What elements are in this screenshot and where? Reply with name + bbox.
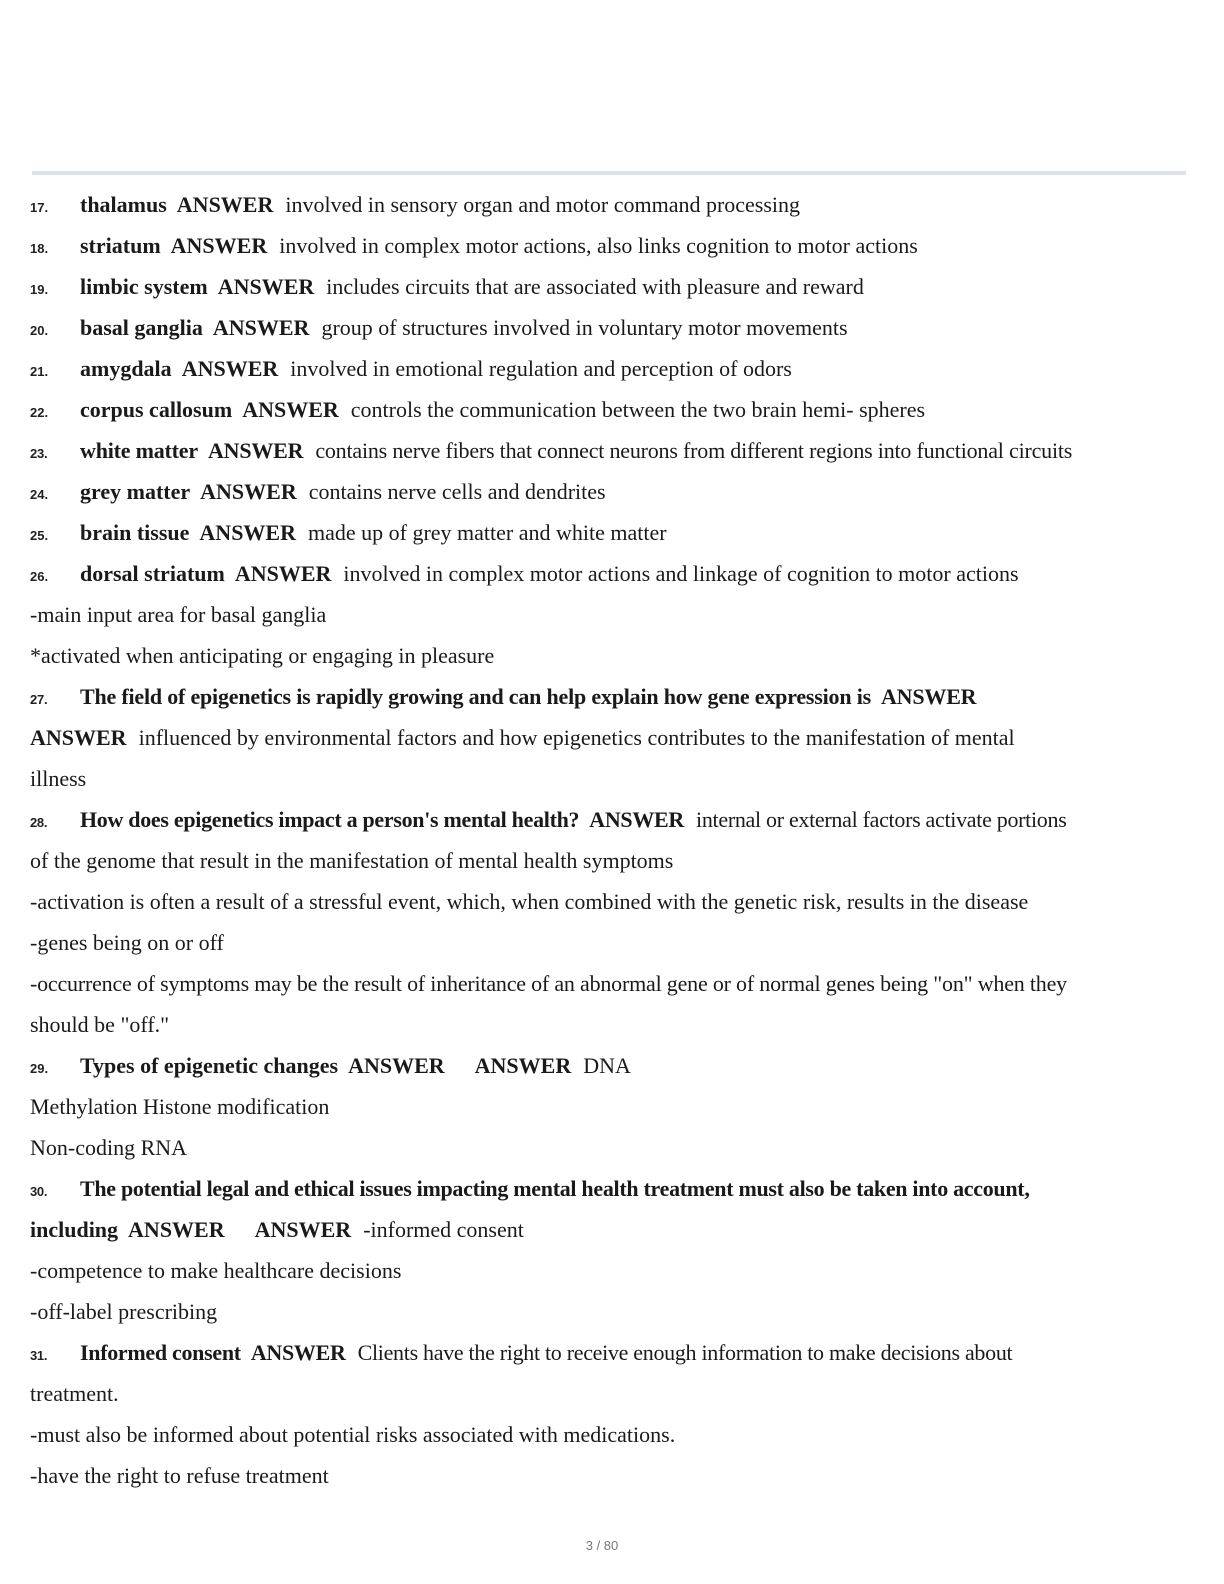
answer-label: ANSWER — [207, 438, 304, 463]
continuation-text: should be "off." — [30, 1012, 170, 1037]
item-number: 21. — [30, 364, 49, 379]
item-number: 26. — [30, 569, 49, 584]
definition: made up of grey matter and white matter — [308, 520, 667, 545]
definition: -informed consent — [363, 1217, 524, 1242]
list-item — [30, 266, 1195, 307]
continuation-text: -main input area for basal ganglia — [30, 602, 327, 627]
list-item — [30, 799, 1195, 840]
item-number: 27. — [30, 692, 48, 707]
answer-label: ANSWER — [176, 192, 274, 217]
term: Informed consent — [80, 1340, 241, 1365]
definition: internal or external factors activate portions — [696, 807, 1067, 832]
answer-label: ANSWER — [30, 725, 127, 750]
answer-label: ANSWER — [217, 274, 315, 299]
answer-label: ANSWER — [212, 315, 310, 340]
definition: involved in emotional regulation and perception of odors — [290, 356, 792, 381]
item-number: 18. — [30, 241, 49, 256]
answer-label: ANSWER — [181, 356, 279, 381]
list-item — [30, 471, 1195, 512]
definition: group of structures involved in voluntary motor movements — [321, 315, 848, 340]
definition: influenced by environmental factors and how epigenetics contributes to the manifestation of mental — [138, 725, 1015, 750]
list-item — [30, 225, 1195, 266]
definition: DNA — [583, 1053, 631, 1078]
continuation-text: Methylation Histone modification — [30, 1094, 330, 1119]
definition: contains nerve cells and dendrites — [308, 479, 606, 504]
definition: controls the communication between the two brain hemi- spheres — [350, 397, 926, 422]
item-number: 25. — [30, 528, 49, 543]
term: striatum — [80, 233, 161, 258]
definition: involved in complex motor actions, also links cognition to motor actions — [279, 233, 918, 258]
term: dorsal striatum — [80, 561, 225, 586]
term: grey matter — [80, 479, 191, 504]
answer-label: ANSWER — [242, 397, 339, 422]
item-number: 31. — [30, 1348, 48, 1363]
continuation-text: -occurrence of symptoms may be the result of inheritance of an abnormal gene or of normal genes being "on" when they — [30, 971, 1067, 996]
term: thalamus — [80, 192, 167, 217]
continuation-text: *activated when anticipating or engaging in pleasure — [30, 643, 495, 668]
continuation-text: -genes being on or off — [30, 930, 224, 955]
answer-label: ANSWER — [254, 1217, 352, 1242]
term: limbic system — [80, 274, 208, 299]
continuation-text: -off-label prescribing — [30, 1299, 218, 1324]
item-number: 17. — [30, 200, 49, 215]
term: How does epigenetics impact a person's mental health? — [80, 807, 580, 832]
continuation-text: treatment. — [30, 1381, 119, 1406]
flashcard-list — [30, 184, 1195, 1496]
answer-label: ANSWER — [128, 1217, 225, 1242]
list-item — [30, 1045, 1195, 1086]
term: Types of epigenetic changes — [80, 1053, 339, 1078]
continuation-text: illness — [30, 766, 87, 791]
list-item — [30, 512, 1195, 553]
continuation-text — [30, 1209, 1195, 1250]
definition: contains nerve fibers that connect neurons from different regions into functional circuits — [315, 438, 1073, 463]
continuation-text: of the genome that result in the manifestation of mental health symptoms — [30, 848, 674, 873]
list-item — [30, 389, 1195, 430]
term: brain tissue — [80, 520, 190, 545]
item-number: 24. — [30, 487, 49, 502]
list-item — [30, 1168, 1195, 1209]
definition: involved in sensory organ and motor command processing — [285, 192, 801, 217]
term: The potential legal and ethical issues impacting mental health treatment must also be taken into account, — [80, 1176, 1030, 1201]
definition: Clients have the right to receive enough information to make decisions about — [357, 1340, 1013, 1365]
continuation-text: -competence to make healthcare decisions — [30, 1258, 402, 1283]
continuation-text — [30, 717, 1195, 758]
term: basal ganglia — [80, 315, 203, 340]
item-number: 23. — [30, 446, 48, 461]
continuation-text: -activation is often a result of a stressful event, which, when combined with the genetic risk, results in the disease — [30, 889, 1029, 914]
answer-label: ANSWER — [170, 233, 268, 258]
answer-label: ANSWER — [250, 1340, 346, 1365]
item-number: 28. — [30, 815, 48, 830]
item-number: 22. — [30, 405, 49, 420]
item-number: 30. — [30, 1184, 48, 1199]
answer-label: ANSWER — [200, 479, 297, 504]
answer-label: ANSWER — [199, 520, 296, 545]
list-item — [30, 307, 1195, 348]
definition: involved in complex motor actions and linkage of cognition to motor actions — [343, 561, 1019, 586]
answer-label: ANSWER — [474, 1053, 572, 1078]
term: white matter — [80, 438, 198, 463]
term: including — [30, 1217, 119, 1242]
item-number: 20. — [30, 323, 49, 338]
answer-label: ANSWER — [589, 807, 685, 832]
list-item — [30, 1332, 1195, 1373]
term: The field of epigenetics is rapidly growing and can help explain how gene expression is — [80, 684, 871, 709]
continuation-text: -have the right to refuse treatment — [30, 1463, 329, 1488]
continuation-text: Non-coding RNA — [30, 1135, 188, 1160]
list-item — [30, 430, 1195, 471]
answer-label: ANSWER — [880, 684, 977, 709]
list-item — [30, 553, 1195, 594]
term: corpus callosum — [80, 397, 233, 422]
list-item — [30, 184, 1195, 225]
list-item — [30, 348, 1195, 389]
continuation-text: -must also be informed about potential risks associated with medications. — [30, 1422, 676, 1447]
page-number: 3 / 80 — [585, 1538, 619, 1553]
header-divider — [32, 171, 1186, 175]
item-number: 29. — [30, 1061, 49, 1076]
list-item — [30, 676, 1195, 717]
answer-label: ANSWER — [348, 1053, 445, 1078]
item-number: 19. — [30, 282, 49, 297]
definition: includes circuits that are associated with pleasure and reward — [326, 274, 864, 299]
term: amygdala — [80, 356, 172, 381]
answer-label: ANSWER — [234, 561, 332, 586]
